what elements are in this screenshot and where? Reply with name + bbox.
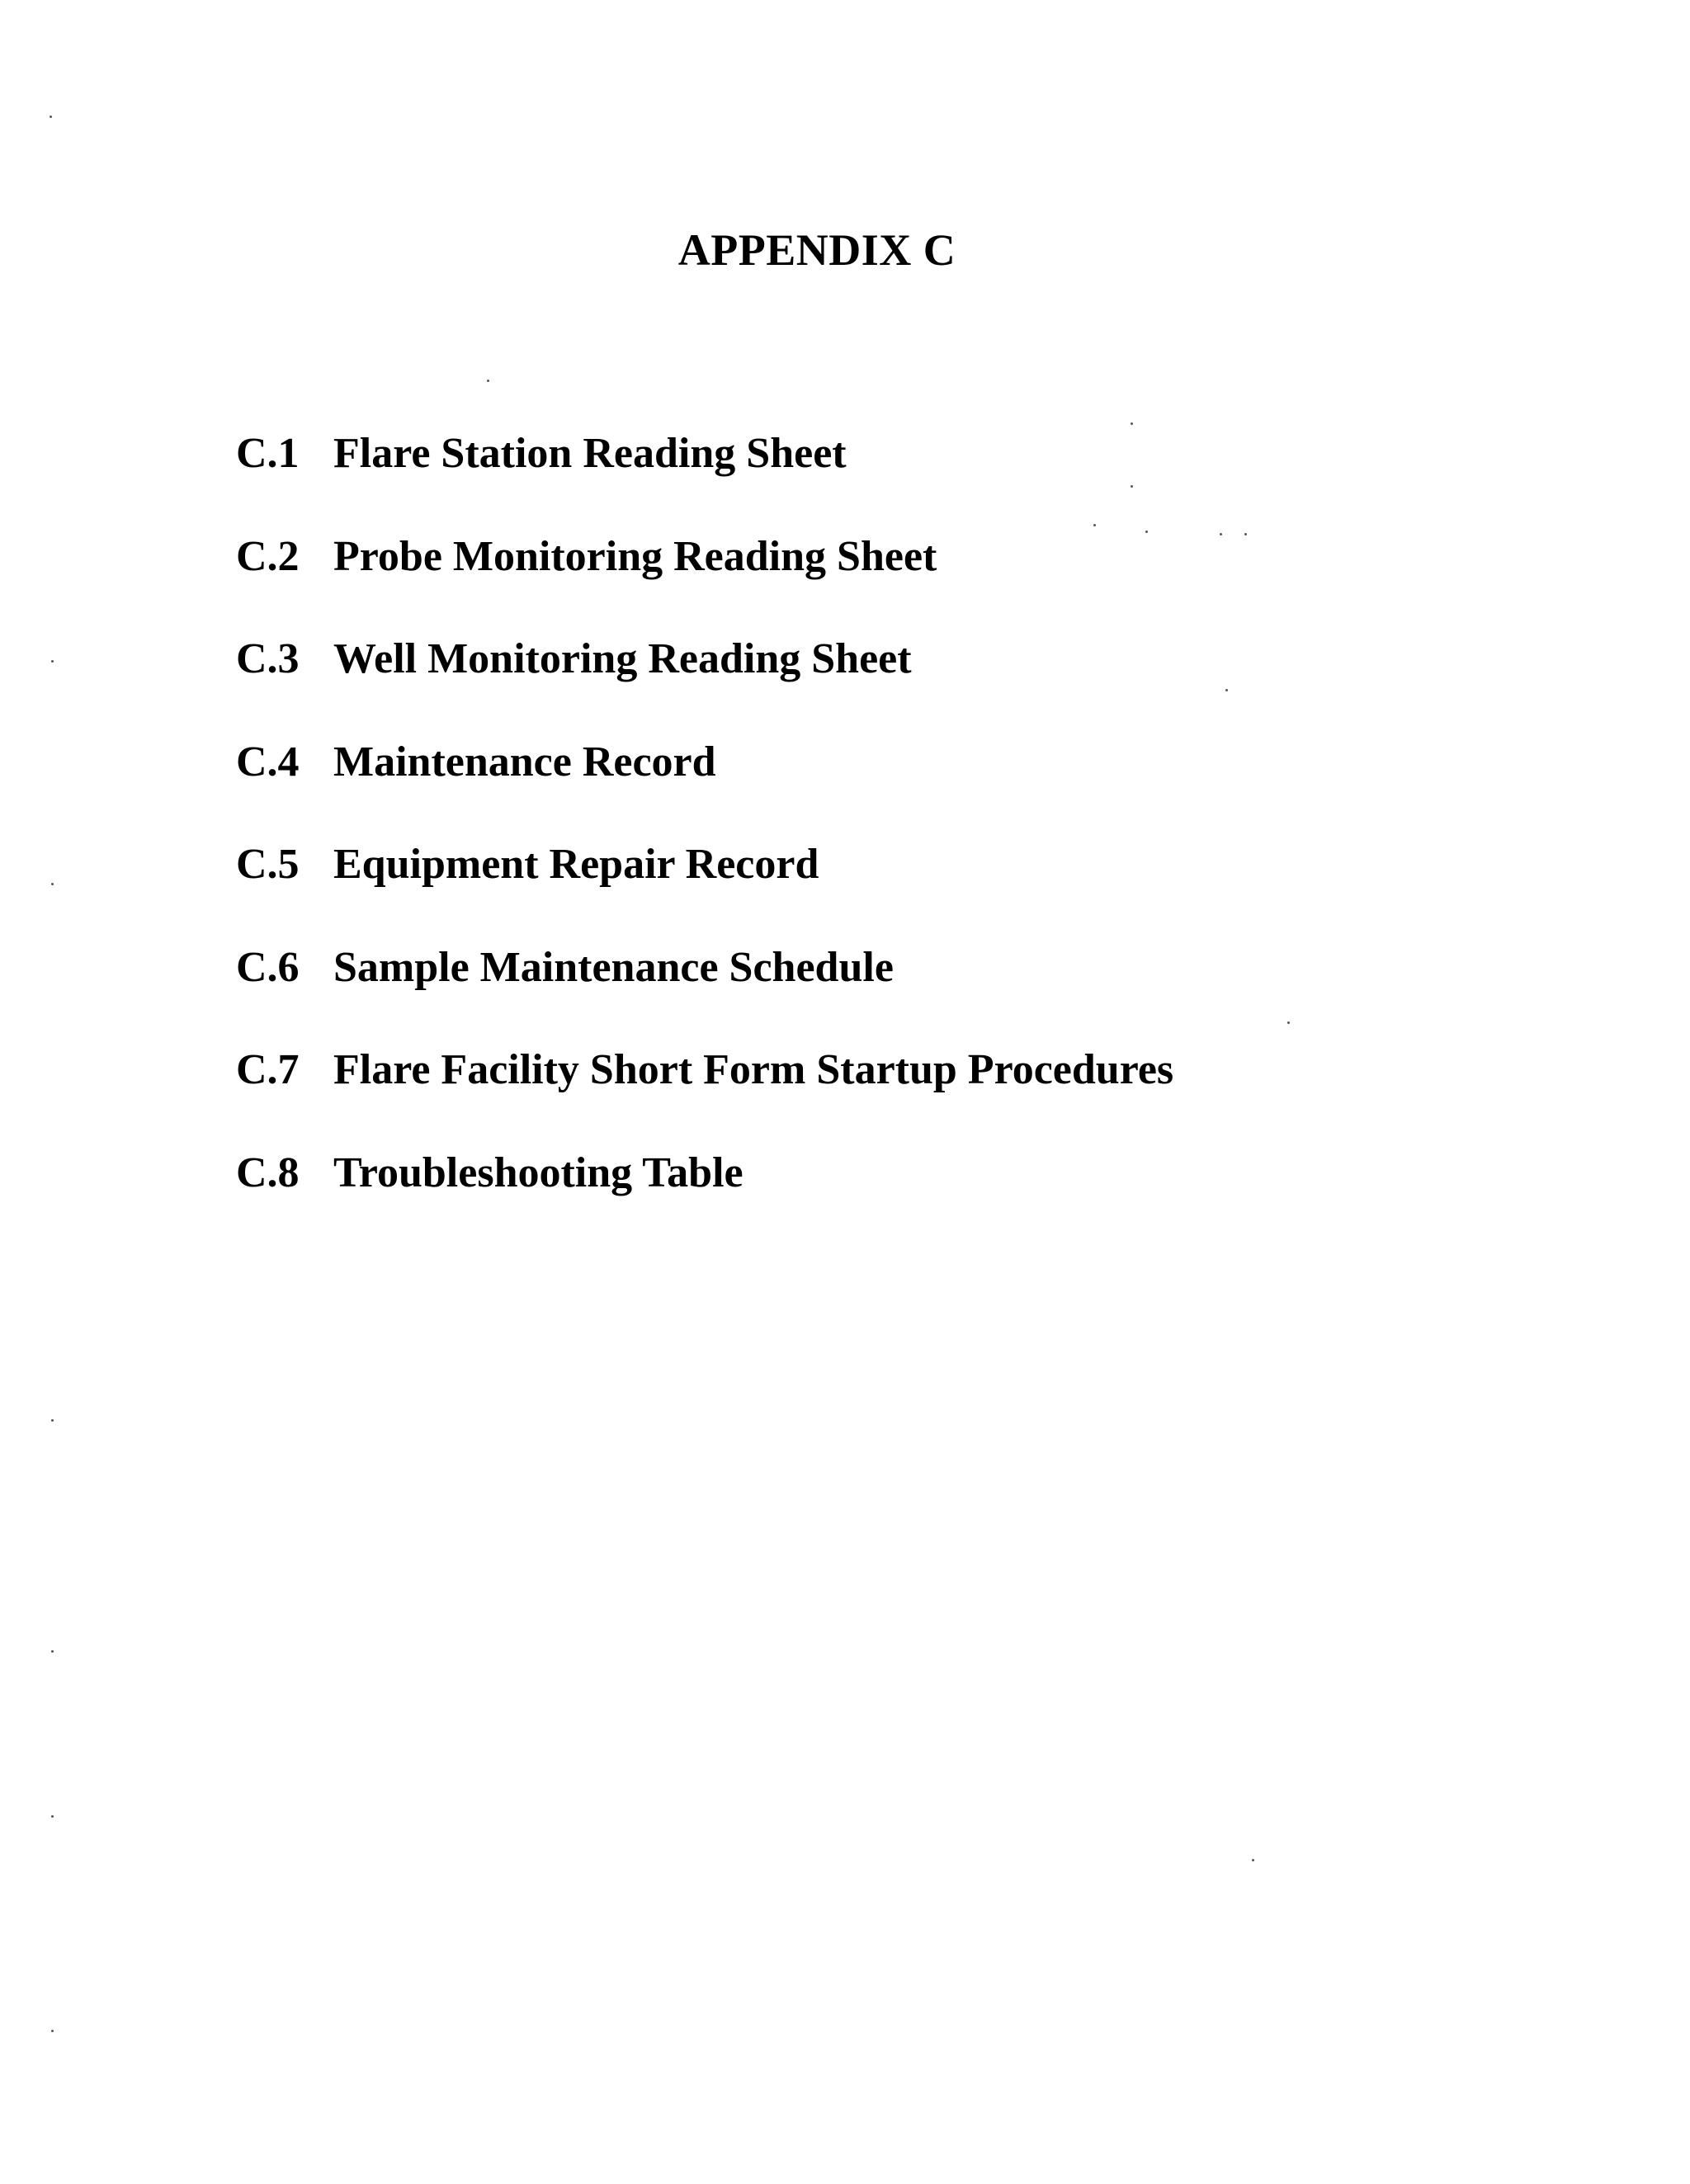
scan-speck [1093,524,1096,526]
scan-speck [1225,689,1228,691]
list-item [236,1045,1173,1149]
appendix-contents-list [236,429,1173,1251]
scan-speck [487,380,489,382]
list-item [236,634,1173,738]
item-number: C.1 [236,430,300,477]
list-item [236,1149,1173,1252]
list-item [236,429,1173,532]
scan-speck [1220,533,1222,535]
list-item [236,840,1173,943]
item-number: C.3 [236,635,300,682]
scan-speck [51,1815,54,1818]
item-number: C.7 [236,1046,300,1093]
scan-speck [1131,422,1133,425]
scan-speck [51,883,54,885]
item-label: Well Monitoring Reading Sheet [333,635,912,682]
scan-speck [51,660,54,663]
item-label: Flare Facility Short Form Startup Procedures [333,1046,1174,1093]
scan-speck [50,116,52,118]
scan-speck [1145,531,1148,533]
scan-speck [1244,533,1247,535]
page-title: APPENDIX C [677,225,956,275]
item-label: Sample Maintenance Schedule [333,943,894,991]
list-item [236,943,1173,1046]
list-item [236,532,1173,635]
item-number: C.2 [236,532,300,580]
item-number: C.4 [236,738,300,785]
scan-speck [51,1650,54,1653]
item-number: C.6 [236,943,300,991]
scan-speck [51,1419,54,1422]
item-label: Equipment Repair Record [333,841,819,888]
list-item [236,738,1173,841]
scan-speck [51,2030,54,2032]
scan-speck [1287,1021,1290,1024]
item-label: Probe Monitoring Reading Sheet [333,532,937,580]
item-label: Flare Station Reading Sheet [333,430,847,477]
item-label: Troubleshooting Table [333,1149,744,1196]
scan-speck [1131,485,1133,488]
item-number: C.5 [236,841,300,888]
scan-speck [1252,1859,1254,1861]
item-label: Maintenance Record [333,738,716,785]
item-number: C.8 [236,1149,300,1196]
